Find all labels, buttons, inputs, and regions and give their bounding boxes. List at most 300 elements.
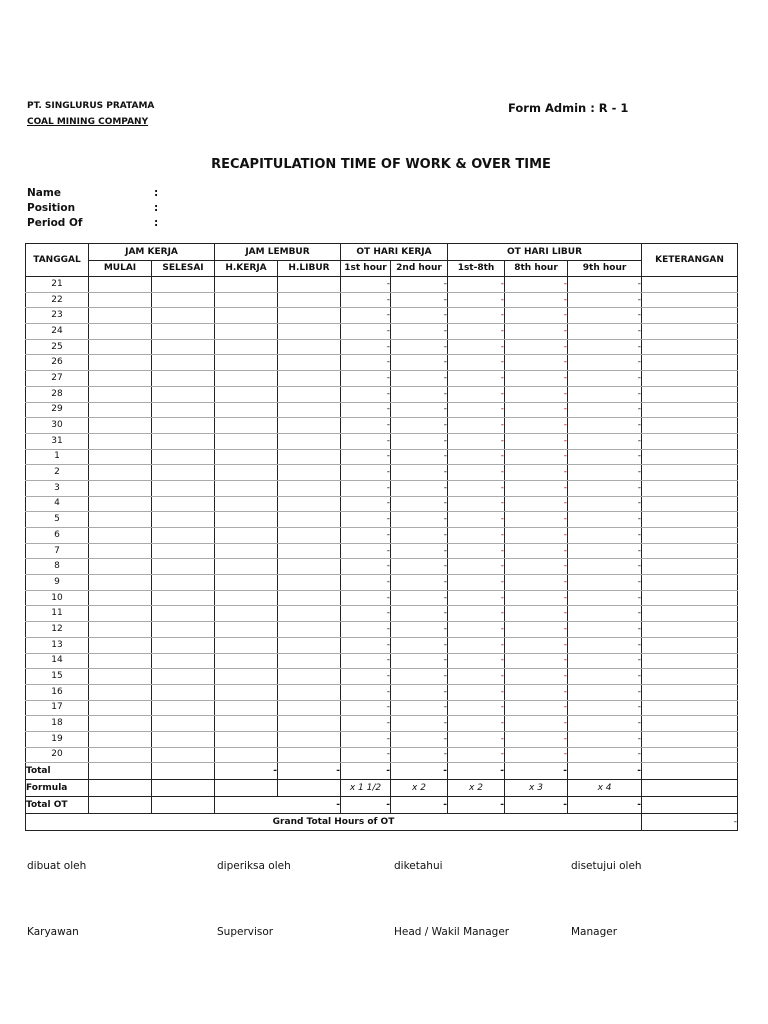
row-date: 27 — [26, 371, 89, 387]
cell-keterangan[interactable] — [642, 433, 738, 449]
cell-2nd-hour: - — [391, 747, 448, 763]
cell-2nd-hour: - — [391, 528, 448, 544]
cell-selesai[interactable] — [152, 669, 215, 685]
formula-selesai — [152, 780, 215, 797]
row-date: 25 — [26, 339, 89, 355]
cell-selesai[interactable] — [152, 433, 215, 449]
cell-h-libur[interactable] — [278, 716, 341, 732]
cell-h-kerja[interactable] — [215, 402, 278, 418]
cell-9th-hour: - — [568, 402, 642, 418]
cell-h-libur[interactable] — [278, 637, 341, 653]
total-ot-keterangan — [642, 797, 738, 814]
cell-8th-hour: - — [505, 386, 568, 402]
total-ot-selesai — [152, 797, 215, 814]
cell-1st-hour: - — [341, 590, 391, 606]
cell-1st-8th: - — [448, 371, 505, 387]
row-date: 26 — [26, 355, 89, 371]
cell-selesai[interactable] — [152, 277, 215, 293]
cell-h-kerja[interactable] — [215, 606, 278, 622]
cell-9th-hour: - — [568, 637, 642, 653]
cell-1st-hour: - — [341, 575, 391, 591]
cell-h-kerja[interactable] — [215, 716, 278, 732]
cell-1st-hour: - — [341, 528, 391, 544]
cell-9th-hour: - — [568, 308, 642, 324]
table-row — [26, 449, 738, 465]
cell-keterangan[interactable] — [642, 512, 738, 528]
cell-mulai[interactable] — [89, 747, 152, 763]
cell-mulai[interactable] — [89, 355, 152, 371]
cell-selesai[interactable] — [152, 402, 215, 418]
cell-mulai[interactable] — [89, 575, 152, 591]
cell-h-kerja[interactable] — [215, 700, 278, 716]
cell-selesai[interactable] — [152, 716, 215, 732]
cell-keterangan[interactable] — [642, 637, 738, 653]
cell-mulai[interactable] — [89, 637, 152, 653]
cell-h-kerja[interactable] — [215, 480, 278, 496]
table-row — [26, 731, 738, 747]
cell-keterangan[interactable] — [642, 716, 738, 732]
cell-keterangan[interactable] — [642, 590, 738, 606]
cell-mulai[interactable] — [89, 402, 152, 418]
cell-keterangan[interactable] — [642, 684, 738, 700]
cell-keterangan[interactable] — [642, 622, 738, 638]
cell-h-kerja[interactable] — [215, 575, 278, 591]
cell-keterangan[interactable] — [642, 731, 738, 747]
cell-9th-hour: - — [568, 355, 642, 371]
table-row — [26, 308, 738, 324]
cell-selesai[interactable] — [152, 292, 215, 308]
cell-keterangan[interactable] — [642, 528, 738, 544]
cell-h-libur[interactable] — [278, 339, 341, 355]
cell-selesai[interactable] — [152, 575, 215, 591]
cell-h-kerja[interactable] — [215, 669, 278, 685]
total-ot-1st-hour: - — [341, 797, 391, 814]
formula-9th-hour: x 4 — [568, 780, 642, 797]
cell-mulai[interactable] — [89, 622, 152, 638]
position-label: Position — [27, 202, 76, 214]
cell-h-kerja[interactable] — [215, 292, 278, 308]
table-row — [26, 277, 738, 293]
cell-9th-hour: - — [568, 292, 642, 308]
cell-9th-hour: - — [568, 449, 642, 465]
cell-mulai[interactable] — [89, 339, 152, 355]
period-colon: : — [154, 217, 159, 229]
cell-mulai[interactable] — [89, 386, 152, 402]
cell-mulai[interactable] — [89, 465, 152, 481]
cell-h-libur[interactable] — [278, 622, 341, 638]
cell-keterangan[interactable] — [642, 480, 738, 496]
cell-keterangan[interactable] — [642, 292, 738, 308]
cell-2nd-hour: - — [391, 512, 448, 528]
cell-8th-hour: - — [505, 669, 568, 685]
cell-h-libur[interactable] — [278, 731, 341, 747]
position-colon: : — [154, 202, 159, 214]
cell-h-libur[interactable] — [278, 418, 341, 434]
cell-1st-hour: - — [341, 684, 391, 700]
row-date: 10 — [26, 590, 89, 606]
cell-keterangan[interactable] — [642, 277, 738, 293]
cell-8th-hour: - — [505, 700, 568, 716]
total-ot-2nd-hour: - — [391, 797, 448, 814]
cell-1st-hour: - — [341, 622, 391, 638]
total-ot-label: Total OT — [26, 797, 89, 814]
cell-h-libur[interactable] — [278, 386, 341, 402]
cell-h-kerja[interactable] — [215, 653, 278, 669]
table-row — [26, 590, 738, 606]
name-label: Name — [27, 187, 61, 199]
cell-h-kerja[interactable] — [215, 465, 278, 481]
cell-h-libur[interactable] — [278, 402, 341, 418]
cell-2nd-hour: - — [391, 606, 448, 622]
formula-h-libur — [278, 780, 341, 797]
total-8th-hour: - — [505, 763, 568, 780]
cell-selesai[interactable] — [152, 465, 215, 481]
cell-mulai[interactable] — [89, 433, 152, 449]
cell-mulai[interactable] — [89, 700, 152, 716]
cell-h-kerja[interactable] — [215, 433, 278, 449]
cell-keterangan[interactable] — [642, 418, 738, 434]
total-9th-hour: - — [568, 763, 642, 780]
cell-h-libur[interactable] — [278, 433, 341, 449]
cell-mulai[interactable] — [89, 512, 152, 528]
cell-1st-hour: - — [341, 433, 391, 449]
row-date: 8 — [26, 559, 89, 575]
cell-h-libur[interactable] — [278, 543, 341, 559]
cell-h-kerja[interactable] — [215, 543, 278, 559]
col-8th-hour: 8th hour — [505, 261, 568, 277]
cell-2nd-hour: - — [391, 308, 448, 324]
cell-h-kerja[interactable] — [215, 277, 278, 293]
cell-mulai[interactable] — [89, 731, 152, 747]
total-1st-hour: - — [341, 763, 391, 780]
cell-selesai[interactable] — [152, 528, 215, 544]
cell-keterangan[interactable] — [642, 324, 738, 340]
cell-9th-hour: - — [568, 512, 642, 528]
table-row — [26, 528, 738, 544]
cell-1st-hour: - — [341, 731, 391, 747]
cell-h-libur[interactable] — [278, 669, 341, 685]
cell-selesai[interactable] — [152, 480, 215, 496]
cell-selesai[interactable] — [152, 512, 215, 528]
cell-mulai[interactable] — [89, 528, 152, 544]
cell-2nd-hour: - — [391, 433, 448, 449]
cell-1st-hour: - — [341, 355, 391, 371]
cell-2nd-hour: - — [391, 731, 448, 747]
cell-keterangan[interactable] — [642, 308, 738, 324]
cell-1st-hour: - — [341, 386, 391, 402]
cell-9th-hour: - — [568, 543, 642, 559]
cell-1st-hour: - — [341, 669, 391, 685]
cell-1st-8th: - — [448, 653, 505, 669]
cell-keterangan[interactable] — [642, 371, 738, 387]
cell-h-libur[interactable] — [278, 449, 341, 465]
row-date: 24 — [26, 324, 89, 340]
cell-mulai[interactable] — [89, 669, 152, 685]
cell-h-kerja[interactable] — [215, 637, 278, 653]
cell-keterangan[interactable] — [642, 386, 738, 402]
cell-h-libur[interactable] — [278, 575, 341, 591]
cell-1st-8th: - — [448, 747, 505, 763]
row-date: 28 — [26, 386, 89, 402]
formula-8th-hour: x 3 — [505, 780, 568, 797]
table-row — [26, 496, 738, 512]
cell-1st-hour: - — [341, 449, 391, 465]
cell-2nd-hour: - — [391, 449, 448, 465]
cell-1st-8th: - — [448, 433, 505, 449]
cell-h-libur[interactable] — [278, 292, 341, 308]
cell-9th-hour: - — [568, 465, 642, 481]
cell-h-libur[interactable] — [278, 590, 341, 606]
cell-h-libur[interactable] — [278, 308, 341, 324]
sign-made-by: dibuat oleh — [27, 860, 87, 872]
total-1st-8th: - — [448, 763, 505, 780]
cell-h-libur[interactable] — [278, 277, 341, 293]
table-row — [26, 669, 738, 685]
cell-9th-hour: - — [568, 386, 642, 402]
cell-2nd-hour: - — [391, 496, 448, 512]
cell-mulai[interactable] — [89, 606, 152, 622]
cell-selesai[interactable] — [152, 386, 215, 402]
cell-2nd-hour: - — [391, 339, 448, 355]
cell-keterangan[interactable] — [642, 402, 738, 418]
cell-mulai[interactable] — [89, 277, 152, 293]
cell-9th-hour: - — [568, 669, 642, 685]
cell-keterangan[interactable] — [642, 496, 738, 512]
cell-mulai[interactable] — [89, 480, 152, 496]
cell-mulai[interactable] — [89, 308, 152, 324]
cell-h-kerja[interactable] — [215, 339, 278, 355]
row-date: 14 — [26, 653, 89, 669]
cell-keterangan[interactable] — [642, 606, 738, 622]
cell-2nd-hour: - — [391, 716, 448, 732]
cell-1st-8th: - — [448, 496, 505, 512]
cell-1st-hour: - — [341, 543, 391, 559]
cell-h-libur[interactable] — [278, 653, 341, 669]
form-number: Form Admin : R - 1 — [508, 101, 629, 115]
cell-keterangan[interactable] — [642, 653, 738, 669]
table-row — [26, 418, 738, 434]
cell-selesai[interactable] — [152, 496, 215, 512]
group-ot-hari-libur: OT HARI LIBUR — [448, 244, 642, 261]
row-date: 1 — [26, 449, 89, 465]
col-selesai: SELESAI — [152, 261, 215, 277]
cell-h-libur[interactable] — [278, 355, 341, 371]
cell-h-libur[interactable] — [278, 512, 341, 528]
cell-1st-8th: - — [448, 606, 505, 622]
sign-supervisor: Supervisor — [217, 926, 274, 938]
cell-keterangan[interactable] — [642, 575, 738, 591]
cell-selesai[interactable] — [152, 543, 215, 559]
cell-mulai[interactable] — [89, 324, 152, 340]
cell-h-libur[interactable] — [278, 684, 341, 700]
cell-h-libur[interactable] — [278, 559, 341, 575]
col-9th-hour: 9th hour — [568, 261, 642, 277]
cell-selesai[interactable] — [152, 747, 215, 763]
cell-keterangan[interactable] — [642, 449, 738, 465]
col-1st-hour: 1st hour — [341, 261, 391, 277]
cell-h-kerja[interactable] — [215, 747, 278, 763]
cell-keterangan[interactable] — [642, 355, 738, 371]
formula-2nd-hour: x 2 — [391, 780, 448, 797]
cell-9th-hour: - — [568, 590, 642, 606]
cell-keterangan[interactable] — [642, 543, 738, 559]
cell-h-kerja[interactable] — [215, 731, 278, 747]
cell-8th-hour: - — [505, 402, 568, 418]
table-row — [26, 684, 738, 700]
cell-selesai[interactable] — [152, 684, 215, 700]
cell-mulai[interactable] — [89, 653, 152, 669]
cell-h-libur[interactable] — [278, 700, 341, 716]
cell-1st-8th: - — [448, 292, 505, 308]
cell-selesai[interactable] — [152, 590, 215, 606]
cell-1st-8th: - — [448, 277, 505, 293]
cell-1st-8th: - — [448, 449, 505, 465]
row-date: 31 — [26, 433, 89, 449]
cell-keterangan[interactable] — [642, 339, 738, 355]
cell-h-kerja[interactable] — [215, 386, 278, 402]
cell-keterangan[interactable] — [642, 747, 738, 763]
col-2nd-hour: 2nd hour — [391, 261, 448, 277]
cell-h-libur[interactable] — [278, 371, 341, 387]
cell-h-kerja[interactable] — [215, 622, 278, 638]
cell-selesai[interactable] — [152, 339, 215, 355]
cell-h-kerja[interactable] — [215, 324, 278, 340]
cell-selesai[interactable] — [152, 418, 215, 434]
cell-keterangan[interactable] — [642, 700, 738, 716]
table-row — [26, 324, 738, 340]
col-h-libur: H.LIBUR — [278, 261, 341, 277]
cell-h-kerja[interactable] — [215, 559, 278, 575]
cell-mulai[interactable] — [89, 716, 152, 732]
total-label: Total — [26, 763, 89, 780]
cell-h-kerja[interactable] — [215, 355, 278, 371]
cell-2nd-hour: - — [391, 480, 448, 496]
cell-1st-8th: - — [448, 512, 505, 528]
cell-selesai[interactable] — [152, 653, 215, 669]
cell-h-libur[interactable] — [278, 324, 341, 340]
total-mulai — [89, 763, 152, 780]
cell-keterangan[interactable] — [642, 559, 738, 575]
cell-h-libur[interactable] — [278, 480, 341, 496]
cell-mulai[interactable] — [89, 590, 152, 606]
cell-1st-8th: - — [448, 731, 505, 747]
row-date: 12 — [26, 622, 89, 638]
cell-h-libur[interactable] — [278, 496, 341, 512]
cell-selesai[interactable] — [152, 308, 215, 324]
cell-1st-hour: - — [341, 747, 391, 763]
cell-1st-hour: - — [341, 402, 391, 418]
cell-9th-hour: - — [568, 731, 642, 747]
cell-h-kerja[interactable] — [215, 512, 278, 528]
cell-8th-hour: - — [505, 716, 568, 732]
cell-selesai[interactable] — [152, 371, 215, 387]
cell-h-kerja[interactable] — [215, 449, 278, 465]
cell-mulai[interactable] — [89, 292, 152, 308]
row-date: 18 — [26, 716, 89, 732]
cell-selesai[interactable] — [152, 355, 215, 371]
cell-keterangan[interactable] — [642, 669, 738, 685]
cell-mulai[interactable] — [89, 559, 152, 575]
cell-9th-hour: - — [568, 653, 642, 669]
cell-mulai[interactable] — [89, 496, 152, 512]
cell-mulai[interactable] — [89, 543, 152, 559]
cell-h-kerja[interactable] — [215, 590, 278, 606]
cell-mulai[interactable] — [89, 371, 152, 387]
total-ot-8th-hour: - — [505, 797, 568, 814]
cell-1st-8th: - — [448, 528, 505, 544]
table-row — [26, 339, 738, 355]
cell-1st-hour: - — [341, 292, 391, 308]
cell-1st-8th: - — [448, 543, 505, 559]
row-date: 11 — [26, 606, 89, 622]
cell-h-kerja[interactable] — [215, 528, 278, 544]
cell-1st-hour: - — [341, 308, 391, 324]
cell-1st-8th: - — [448, 637, 505, 653]
cell-8th-hour: - — [505, 465, 568, 481]
cell-h-kerja[interactable] — [215, 308, 278, 324]
cell-8th-hour: - — [505, 747, 568, 763]
cell-h-libur[interactable] — [278, 528, 341, 544]
col-tanggal: TANGGAL — [26, 244, 89, 277]
cell-h-kerja[interactable] — [215, 371, 278, 387]
row-date: 22 — [26, 292, 89, 308]
cell-h-kerja[interactable] — [215, 418, 278, 434]
cell-1st-8th: - — [448, 465, 505, 481]
cell-h-kerja[interactable] — [215, 496, 278, 512]
col-mulai: MULAI — [89, 261, 152, 277]
cell-h-kerja[interactable] — [215, 684, 278, 700]
cell-9th-hour: - — [568, 559, 642, 575]
cell-8th-hour: - — [505, 480, 568, 496]
cell-mulai[interactable] — [89, 449, 152, 465]
cell-8th-hour: - — [505, 684, 568, 700]
cell-8th-hour: - — [505, 606, 568, 622]
cell-mulai[interactable] — [89, 684, 152, 700]
cell-2nd-hour: - — [391, 324, 448, 340]
cell-h-libur[interactable] — [278, 606, 341, 622]
cell-h-libur[interactable] — [278, 747, 341, 763]
cell-1st-8th: - — [448, 480, 505, 496]
cell-selesai[interactable] — [152, 449, 215, 465]
cell-2nd-hour: - — [391, 371, 448, 387]
cell-1st-8th: - — [448, 716, 505, 732]
cell-selesai[interactable] — [152, 606, 215, 622]
cell-selesai[interactable] — [152, 700, 215, 716]
cell-selesai[interactable] — [152, 559, 215, 575]
table-row — [26, 512, 738, 528]
row-date: 23 — [26, 308, 89, 324]
cell-2nd-hour: - — [391, 684, 448, 700]
table-row — [26, 371, 738, 387]
row-date: 7 — [26, 543, 89, 559]
cell-selesai[interactable] — [152, 731, 215, 747]
cell-9th-hour: - — [568, 528, 642, 544]
sign-employee: Karyawan — [27, 926, 79, 938]
cell-1st-8th: - — [448, 386, 505, 402]
cell-mulai[interactable] — [89, 418, 152, 434]
row-date: 20 — [26, 747, 89, 763]
total-keterangan — [642, 763, 738, 780]
cell-2nd-hour: - — [391, 543, 448, 559]
row-date: 3 — [26, 480, 89, 496]
cell-selesai[interactable] — [152, 637, 215, 653]
cell-h-libur[interactable] — [278, 465, 341, 481]
cell-selesai[interactable] — [152, 324, 215, 340]
cell-selesai[interactable] — [152, 622, 215, 638]
cell-keterangan[interactable] — [642, 465, 738, 481]
cell-8th-hour: - — [505, 559, 568, 575]
cell-8th-hour: - — [505, 590, 568, 606]
